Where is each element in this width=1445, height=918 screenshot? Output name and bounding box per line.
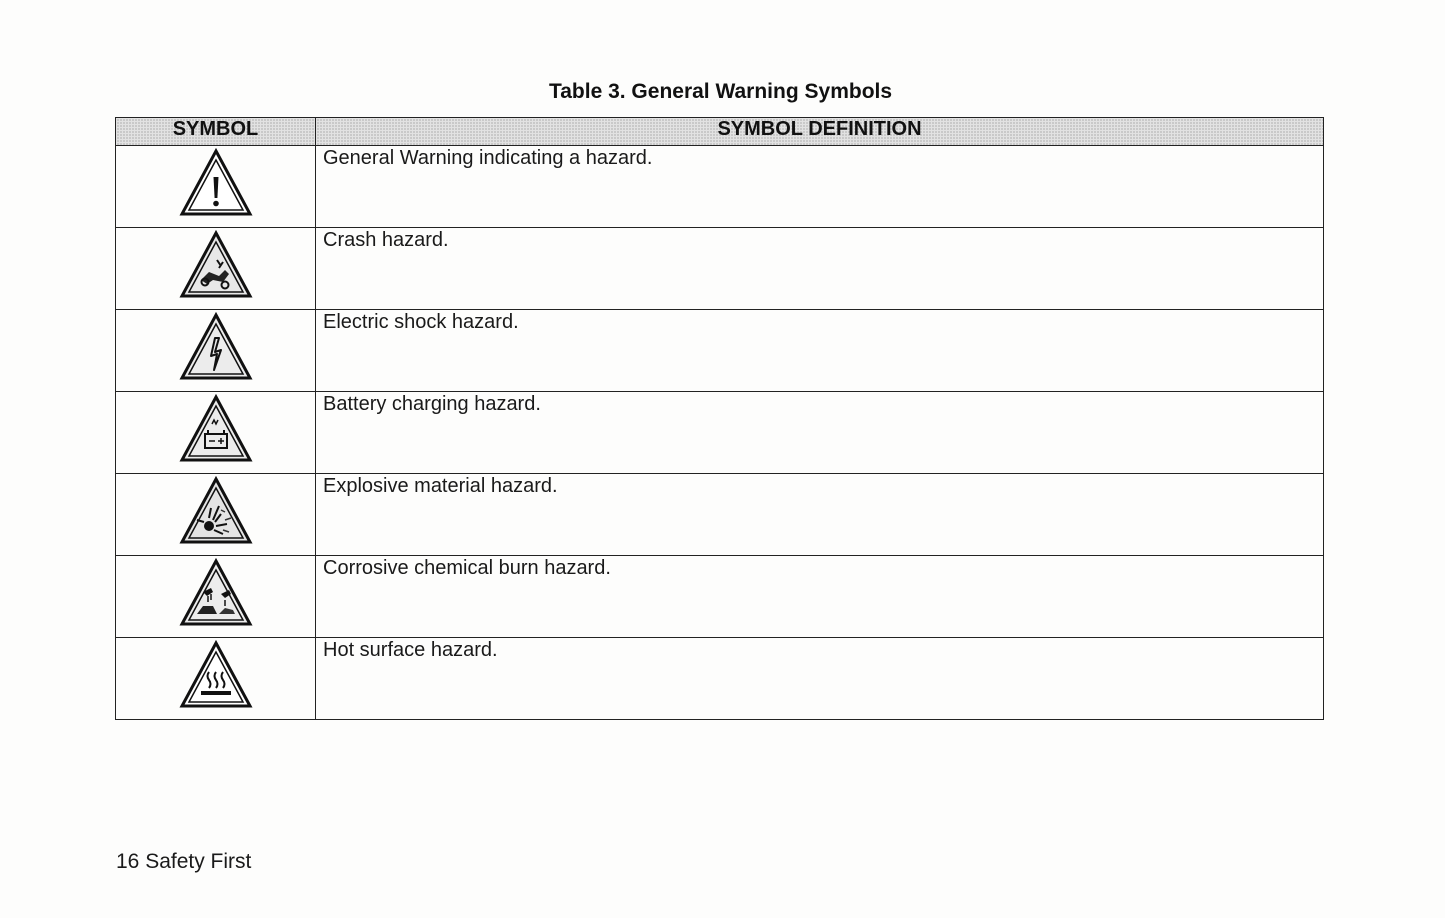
symbol-cell [116, 474, 316, 556]
definition-cell: Crash hazard. [316, 228, 1324, 310]
page-footer: 16 Safety First [116, 850, 252, 873]
definition-cell: General Warning indicating a hazard. [316, 146, 1324, 228]
symbol-column-header: SYMBOL [116, 118, 316, 146]
table-header-row [116, 118, 1324, 146]
general-warning-icon [179, 148, 253, 218]
definition-column-header: SYMBOL DEFINITION [316, 118, 1324, 146]
symbol-cell [116, 556, 316, 638]
definition-cell: Battery charging hazard. [316, 392, 1324, 474]
explosive-material-icon [179, 476, 253, 546]
table-row [116, 228, 1324, 310]
hot-surface-icon [179, 640, 253, 710]
table-row [116, 310, 1324, 392]
symbol-cell [116, 310, 316, 392]
symbol-cell [116, 392, 316, 474]
definition-cell: Explosive material hazard. [316, 474, 1324, 556]
electric-shock-icon [179, 312, 253, 382]
table-row [116, 146, 1324, 228]
symbol-cell [116, 146, 316, 228]
symbol-cell [116, 228, 316, 310]
table-row [116, 392, 1324, 474]
warning-symbols-table [115, 117, 1324, 720]
definition-cell: Electric shock hazard. [316, 310, 1324, 392]
corrosive-chemical-icon [179, 558, 253, 628]
table-row [116, 556, 1324, 638]
battery-charging-icon [179, 394, 253, 464]
table-caption: Table 3. General Warning Symbols [548, 80, 893, 103]
symbol-cell [116, 638, 316, 720]
table-row [116, 474, 1324, 556]
definition-cell: Corrosive chemical burn hazard. [316, 556, 1324, 638]
definition-cell: Hot surface hazard. [316, 638, 1324, 720]
crash-hazard-icon [179, 230, 253, 300]
table-row [116, 638, 1324, 720]
